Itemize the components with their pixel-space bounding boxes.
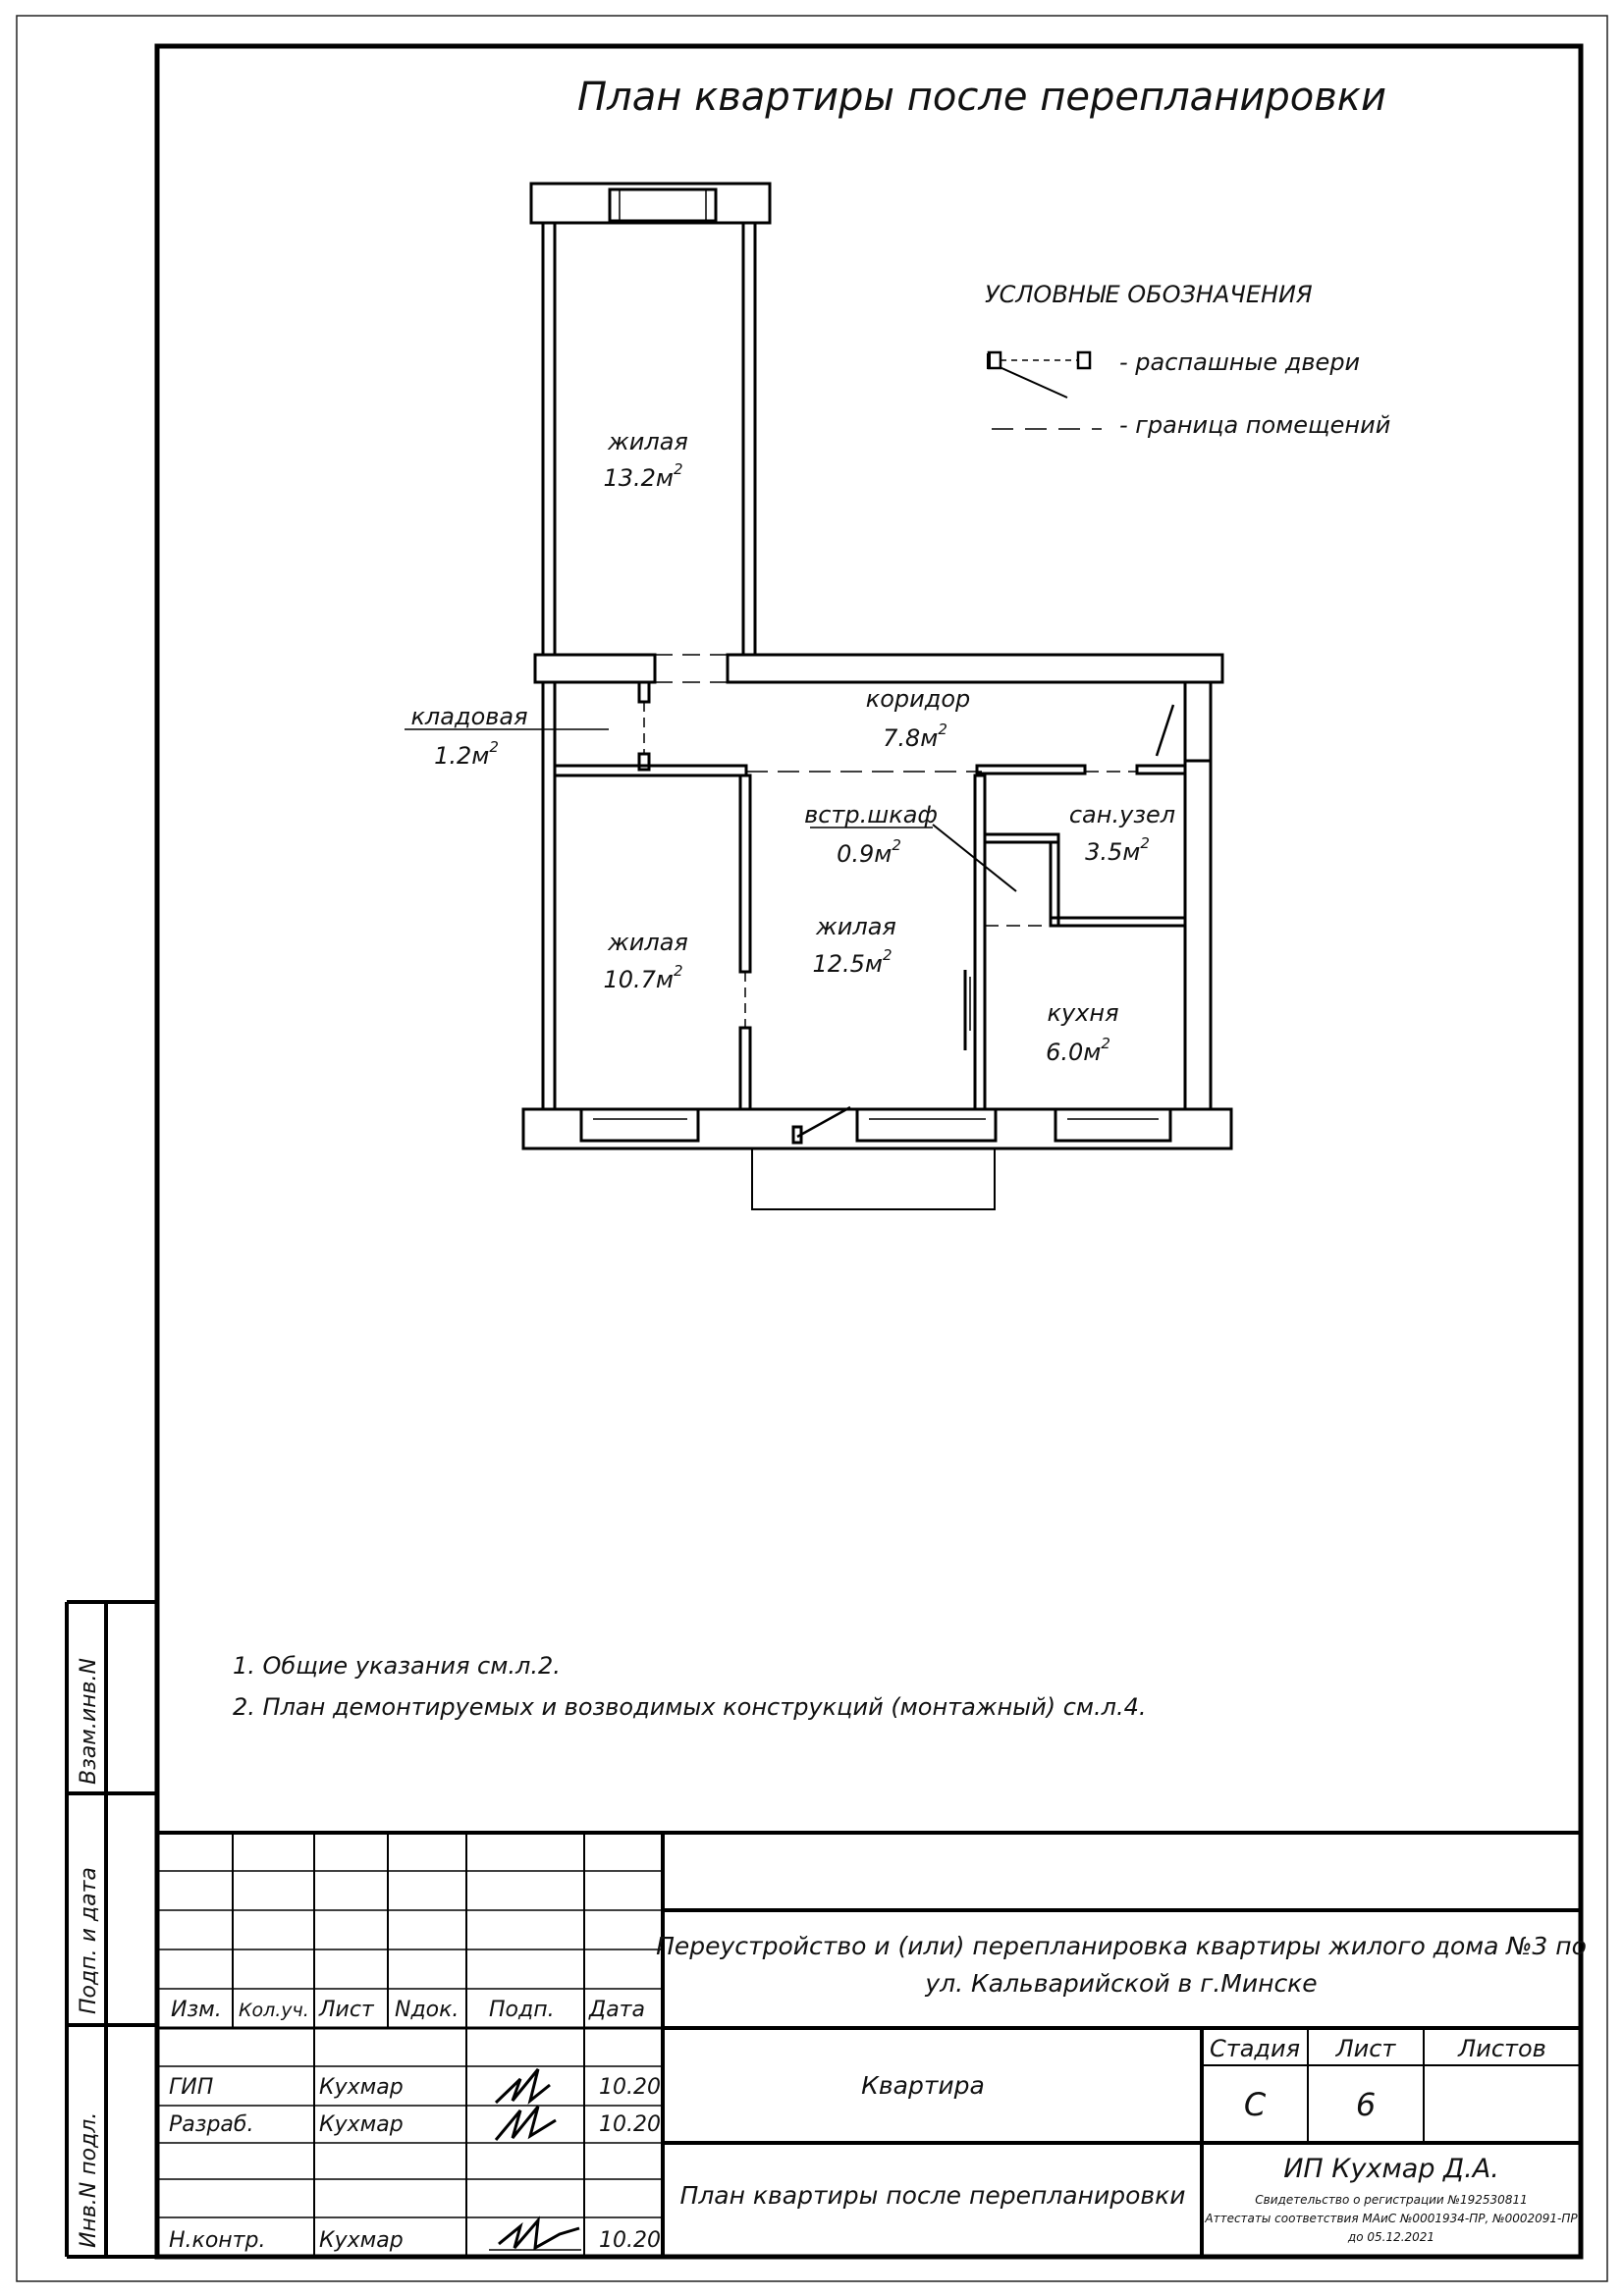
right-wall-upper	[1185, 682, 1211, 761]
storage-partition-top	[639, 682, 649, 702]
stamp-date-razrab: 10.20	[599, 2112, 661, 2137]
side-vzam-label: Взам.инв.N	[77, 1658, 101, 1785]
stamp-name-nkontr: Кухмар	[319, 2228, 404, 2253]
company-cert-1: Свидетельство о регистрации №192530811	[1255, 2193, 1528, 2207]
corridor-name: коридор	[865, 685, 971, 713]
bathroom-area-sup: 2	[1140, 834, 1150, 852]
corridor-area: 7.8м	[883, 724, 939, 752]
bathroom-area: 3.5м	[1085, 838, 1141, 866]
top-window	[610, 189, 716, 221]
bottom-wall	[523, 1109, 1231, 1148]
svg-text:1.2м2	[434, 738, 499, 770]
svg-text:12.5м2	[812, 946, 892, 978]
corridor-top-wall-right	[728, 655, 1222, 682]
corridor-top-wall-left	[535, 655, 655, 682]
living1-left-wall	[543, 223, 555, 655]
drawing-title: План квартиры после перепланировки	[577, 75, 1386, 120]
stamp-date-gip: 10.20	[599, 2075, 661, 2100]
note-2: 2. План демонтируемых и возводимых конструкций (монтажный) см.л.4.	[233, 1693, 1147, 1721]
living1-right-wall	[743, 223, 755, 655]
stamp-name-razrab: Кухмар	[319, 2112, 404, 2137]
signature-gip	[489, 2069, 581, 2250]
sheet-title: План квартиры после перепланировки	[679, 2181, 1186, 2210]
stamp-header-kol: Кол.уч.	[239, 2000, 309, 2021]
svg-text:6.0м2	[1046, 1035, 1110, 1066]
company-cert-2: Аттестаты соответствия МАиС №0001934-ПР, №0002091-ПР	[1205, 2212, 1578, 2225]
closet-top-wall	[985, 834, 1058, 842]
stamp-header-date: Дата	[589, 1998, 645, 2022]
object-name: Квартира	[861, 2071, 985, 2100]
balcony	[752, 1148, 995, 1209]
window-kitchen	[1055, 1109, 1170, 1141]
side-inv-label: Инв.N подл.	[77, 2111, 101, 2248]
window-living3	[857, 1109, 996, 1141]
living-partition-upper	[740, 775, 750, 972]
closet-right-wall	[1051, 842, 1058, 926]
legend-heading: УСЛОВНЫЕ ОБОЗНАЧЕНИЯ	[985, 281, 1313, 308]
sheets-label: Листов	[1458, 2035, 1546, 2062]
living3-name: жилая	[816, 913, 896, 940]
svg-text:0.9м2	[837, 836, 901, 868]
corridor-area-sup: 2	[938, 721, 947, 738]
svg-text:7.8м2	[883, 721, 947, 752]
stage-value: С	[1243, 2086, 1267, 2123]
drawing-frame	[157, 46, 1581, 2257]
stamp-header-izm: Изм.	[171, 1998, 222, 2022]
closet-area-sup: 2	[892, 836, 901, 854]
svg-text:10.7м2	[603, 962, 682, 993]
living2-name: жилая	[608, 929, 688, 956]
storage-partition-bottom	[639, 754, 649, 770]
company-cert-3: до 05.12.2021	[1347, 2230, 1435, 2244]
stamp-role-gip: ГИП	[169, 2075, 214, 2100]
side-podp-label: Подп. и дата	[77, 1867, 101, 2014]
storage-name: кладовая	[410, 703, 528, 730]
stage-label: Стадия	[1209, 2035, 1301, 2062]
closet-area: 0.9м	[837, 840, 893, 868]
kitchen-area-sup: 2	[1101, 1035, 1110, 1052]
stamp-name-gip: Кухмар	[319, 2075, 404, 2100]
company-name: ИП Кухмар Д.А.	[1283, 2154, 1499, 2184]
legend-boundary: - граница помещений	[1119, 411, 1391, 439]
stamp-header-podp: Подп.	[489, 1998, 555, 2022]
closet-name: встр.шкаф	[804, 801, 938, 828]
living-partition-lower	[740, 1028, 750, 1109]
kitchen-area: 6.0м	[1046, 1039, 1102, 1066]
svg-text:13.2м2	[603, 460, 682, 492]
stamp-header-ndok: Nдок.	[395, 1998, 460, 2022]
living1-area: 13.2м	[603, 464, 674, 492]
bathroom-name: сан.узел	[1068, 801, 1176, 828]
legend-doors: - распашные двери	[1119, 348, 1361, 376]
storage-area-sup: 2	[489, 738, 499, 756]
living3-area: 12.5м	[812, 950, 883, 978]
door-symbol-icon	[989, 352, 1090, 398]
living1-name: жилая	[608, 428, 688, 455]
sheet-number: 6	[1355, 2086, 1377, 2123]
room-labels	[405, 428, 1175, 1066]
legend	[985, 281, 1390, 439]
window-living2	[581, 1109, 698, 1141]
living2-area: 10.7м	[603, 966, 674, 993]
storage-area: 1.2м	[434, 742, 490, 770]
living3-area-sup: 2	[883, 946, 893, 964]
note-1: 1. Общие указания см.л.2.	[233, 1652, 561, 1680]
left-outer-wall	[543, 682, 555, 1109]
stamp-role-nkontr: Н.контр.	[169, 2228, 266, 2253]
sheet-label: Лист	[1335, 2035, 1396, 2062]
svg-text:3.5м2	[1085, 834, 1150, 866]
stamp-date-nkontr: 10.20	[599, 2228, 661, 2253]
stamp-role-razrab: Разраб.	[169, 2112, 254, 2137]
living2-area-sup: 2	[674, 962, 683, 980]
bath-top-wall	[977, 766, 1085, 774]
stamp-header-list: Лист	[319, 1998, 374, 2022]
project-title-line1: Переустройство и (или) перепланировка квартиры жилого дома №3 по	[656, 1932, 1587, 1960]
right-wall-lower	[1185, 761, 1211, 1109]
bath-bottom-wall	[1051, 918, 1185, 926]
kitchen-name: кухня	[1047, 999, 1119, 1027]
project-title-line2: ул. Кальварийской в г.Минске	[925, 1969, 1318, 1998]
living1-area-sup: 2	[674, 460, 683, 478]
kitchen-left-wall	[975, 775, 985, 1109]
